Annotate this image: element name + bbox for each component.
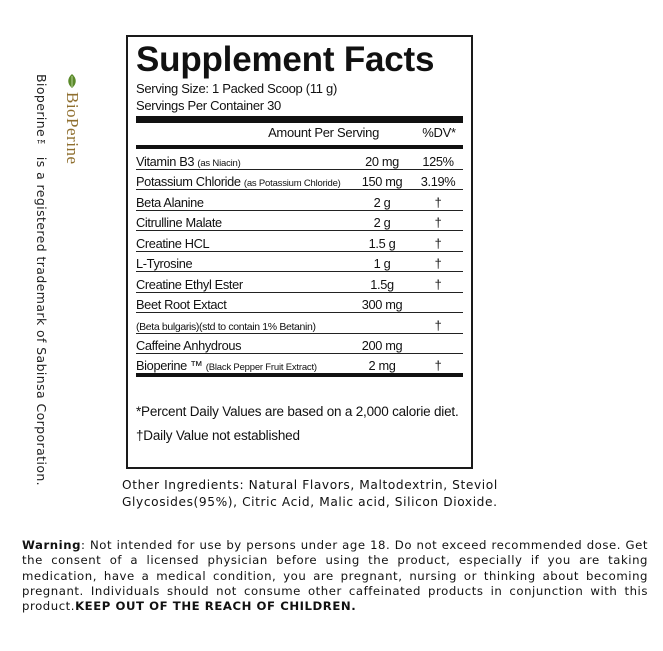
- nutrient-dv: †: [434, 235, 442, 251]
- table-row: [136, 231, 463, 252]
- nutrient-amount: 2 mg: [368, 358, 396, 373]
- table-row: [136, 293, 463, 314]
- nutrient-name: Caffeine Anhydrous: [136, 338, 242, 353]
- dv-header: %DV*: [422, 125, 456, 140]
- nutrient-note: (as Niacin): [197, 157, 241, 169]
- table-row: [136, 170, 463, 191]
- nutrient-name: L-Tyrosine: [136, 256, 193, 271]
- table-row: [136, 334, 463, 355]
- table-row: [136, 190, 463, 211]
- nutrient-name: Bioperine ™ (Black Pepper Fruit Extract): [136, 358, 317, 373]
- amount-header: Amount Per Serving: [268, 125, 379, 140]
- thick-divider: [136, 116, 463, 123]
- nutrient-amount: 1.5 g: [368, 235, 396, 251]
- nutrient-name: Vitamin B3 (as Niacin): [136, 153, 241, 169]
- nutrient-dv: 125%: [422, 153, 454, 169]
- nutrient-dv: †: [434, 276, 442, 292]
- column-header: [136, 123, 463, 143]
- dagger-footnote: †Daily Value not established: [136, 428, 300, 443]
- leaf-icon: [72, 74, 82, 88]
- nutrient-amount: 1.5g: [370, 276, 394, 292]
- logo-text: BioPerine: [63, 92, 82, 165]
- nutrient-name: Creatine Ethyl Ester: [136, 276, 243, 292]
- warning-text: [22, 538, 648, 614]
- nutrient-name: (Beta bulgaris)(std to contain 1% Betanin): [136, 320, 316, 333]
- nutrient-name: Citrulline Malate: [136, 215, 222, 230]
- table-row: [136, 272, 463, 293]
- trademark-notice: Bioperine™ is a registered trademark of Sabinsa Corporation.: [34, 74, 49, 487]
- nutrient-table: [136, 149, 463, 377]
- nutrient-amount: 2 g: [373, 194, 391, 210]
- nutrient-note: (as Potassium Chloride): [243, 178, 341, 189]
- nutrient-amount: 2 g: [373, 215, 391, 230]
- nutrient-dv: †: [434, 194, 442, 210]
- nutrient-amount: 150 mg: [361, 174, 403, 189]
- supplement-facts-panel: [126, 35, 473, 469]
- table-row: [136, 211, 463, 232]
- warning-label: Warning: [22, 538, 81, 552]
- nutrient-dv: †: [434, 256, 442, 271]
- percent-dv-footnote: *Percent Daily Values are based on a 2,000 calorie diet.: [136, 404, 459, 419]
- nutrient-dv: †: [434, 358, 442, 373]
- nutrient-amount: 20 mg: [365, 153, 399, 169]
- table-row: [136, 313, 463, 334]
- nutrient-amount: 200 mg: [361, 338, 403, 353]
- nutrient-amount: 1 g: [373, 256, 391, 271]
- nutrient-note: (Black Pepper Fruit Extract): [205, 362, 317, 373]
- servings-per-container: Servings Per Container 30: [136, 98, 281, 113]
- table-row: [136, 252, 463, 273]
- nutrient-amount: 300 mg: [361, 297, 403, 312]
- table-row: [136, 149, 463, 170]
- table-row: [136, 354, 463, 377]
- warning-emphasis: KEEP OUT OF THE REACH OF CHILDREN.: [75, 599, 357, 614]
- nutrient-name: Potassium Chloride (as Potassium Chloride): [136, 174, 341, 189]
- nutrient-name: Creatine HCL: [136, 235, 210, 251]
- nutrient-dv: †: [434, 317, 442, 333]
- serving-size: Serving Size: 1 Packed Scoop (11 g): [136, 81, 337, 96]
- panel-title: Supplement Facts: [136, 40, 435, 79]
- nutrient-name: Beta Alanine: [136, 194, 204, 210]
- other-ingredients: Other Ingredients: Natural Flavors, Maltodextrin, Steviol Glycosides(95%), Citric Acid, Malic acid, Silicon Dioxide.: [122, 478, 498, 509]
- nutrient-dv: 3.19%: [420, 174, 456, 189]
- nutrient-dv: †: [434, 215, 442, 230]
- warning-body: : Not intended for use by persons under age 18. Do not exceed recommended dose. Get the consent of a licensed physician before using the product, especially if you are taking medication, have a medical condition, you are pregnant, nursing or thinking about becoming pregnant. Individuals should not consume other caffeinated products in conjunction with this product.: [22, 538, 648, 614]
- nutrient-name: Beet Root Extact: [136, 297, 227, 312]
- bioperine-logo: [62, 74, 82, 165]
